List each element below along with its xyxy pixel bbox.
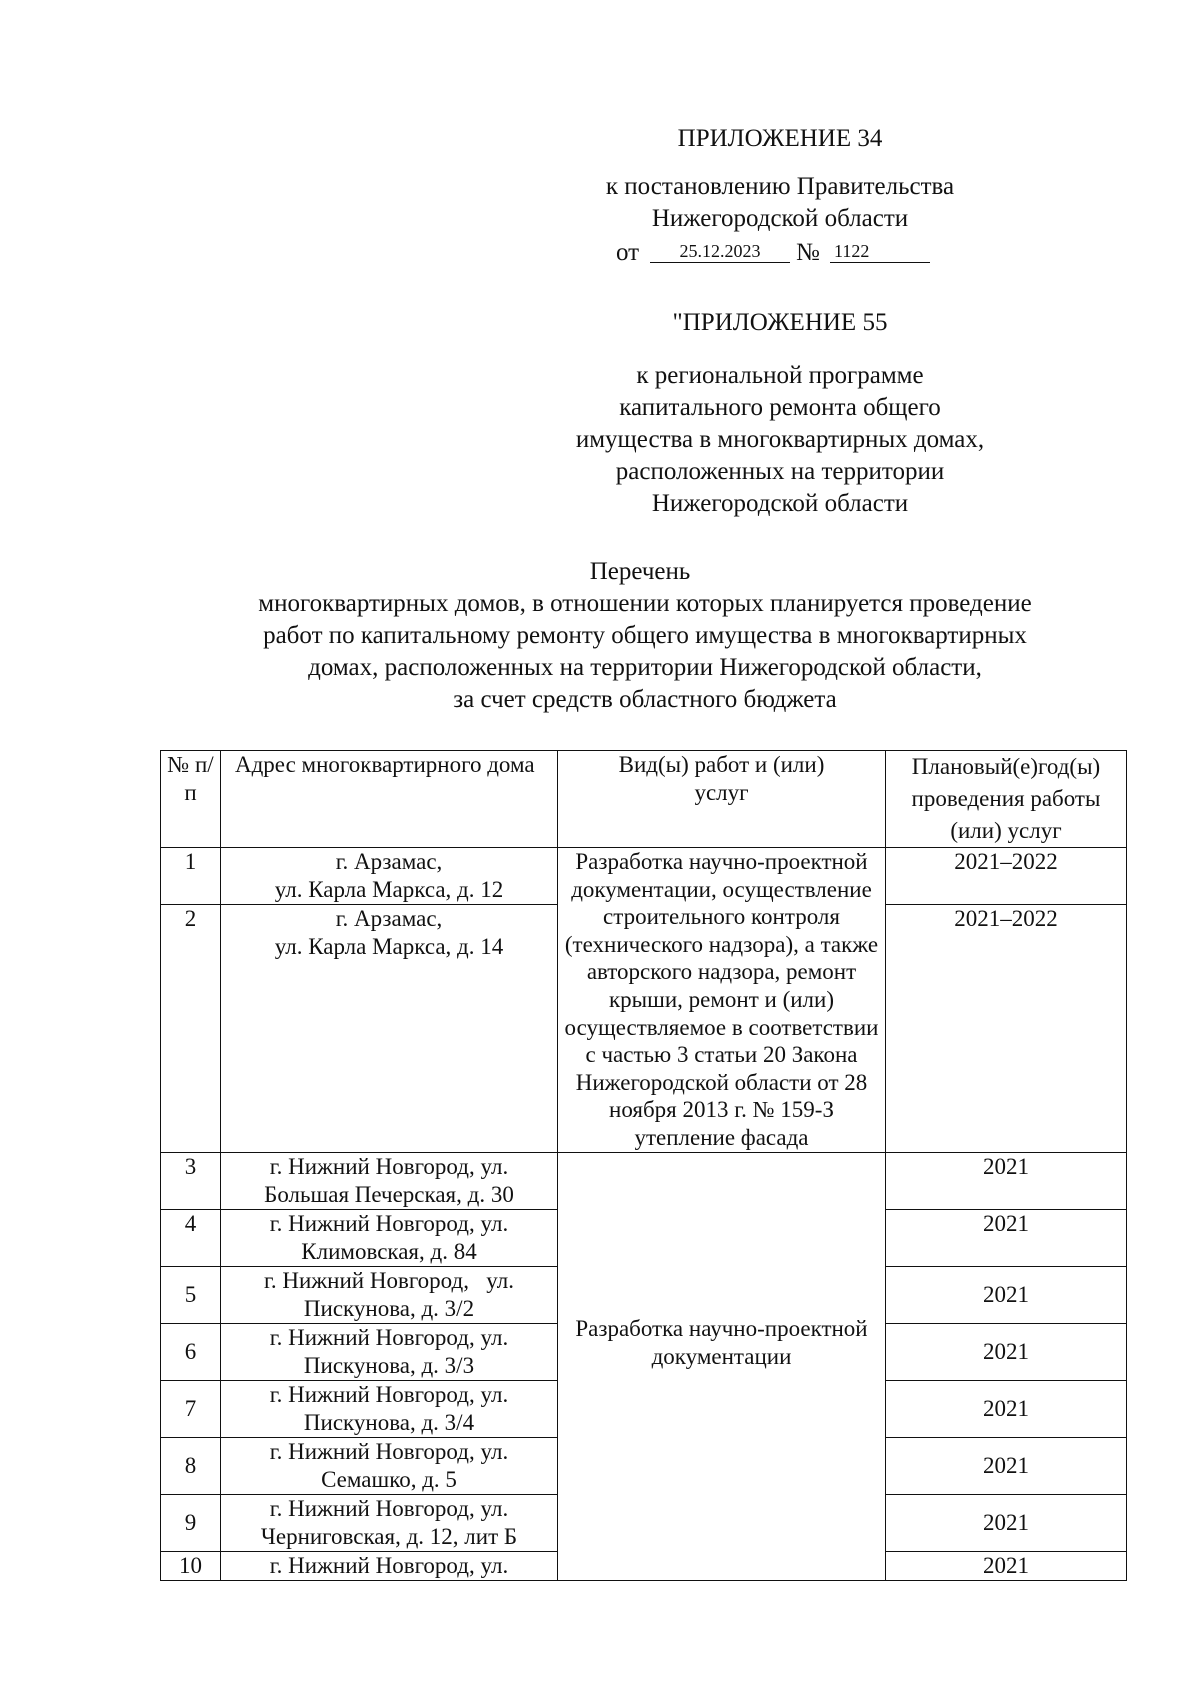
row-address: [221, 905, 558, 1153]
row-address: [221, 1438, 558, 1495]
resolution-number: 1122: [834, 241, 870, 261]
list-line-1: многоквартирных домов, в отношении которых планируется проведение: [258, 590, 1032, 617]
row-year: 2021: [886, 1210, 1127, 1267]
row-year: 2021: [886, 1153, 1127, 1210]
address-line: г. Нижний Новгород, ул.: [269, 1325, 509, 1350]
program-line-3: имущества в многоквартирных домах,: [575, 426, 985, 453]
table-header-row: [161, 751, 1127, 848]
address-line: г. Арзамас,: [335, 849, 443, 874]
address-line: г. Нижний Новгород, ул.: [269, 1211, 509, 1236]
row-address: [221, 1495, 558, 1552]
address-line: г. Нижний Новгород, ул.: [269, 1553, 509, 1578]
row-num: 7: [161, 1381, 221, 1438]
row-num: 5: [161, 1267, 221, 1324]
row-year: [886, 1552, 1127, 1581]
address-line: ул. Карла Маркса, д. 12: [274, 877, 504, 902]
address-line: г. Нижний Новгород, ул.: [269, 1496, 509, 1521]
houses-table: [160, 750, 1127, 1581]
row-num: 3: [161, 1153, 221, 1210]
row-year: 2021: [886, 1324, 1127, 1381]
row-year: 2021: [886, 1495, 1127, 1552]
row-year: 2021: [886, 1267, 1127, 1324]
works-cell: Разработка научно-проектной документации: [558, 1153, 886, 1581]
number-label: №: [796, 239, 820, 266]
row-year: 2021: [886, 1438, 1127, 1495]
row-num: [161, 1552, 221, 1581]
list-line-4: за счет средств областного бюджета: [453, 686, 837, 713]
row-year: 2021–2022: [886, 848, 1127, 905]
list-title: Перечень: [589, 558, 691, 585]
resolution-line-2: Нижегородской области: [651, 205, 909, 232]
from-label: от: [616, 239, 640, 266]
list-line-3: домах, расположенных на территории Нижегородской области,: [308, 654, 982, 681]
program-line-4: расположенных на территории: [615, 458, 945, 485]
row-num: 6: [161, 1324, 221, 1381]
resolution-line-1: к постановлению Правительства: [605, 173, 955, 200]
program-line-5: Нижегородской области: [651, 490, 909, 517]
table-row: [161, 1153, 1127, 1210]
program-line-1: к региональной программе: [636, 362, 924, 389]
row-address: [221, 1552, 558, 1581]
address-line: Семашко, д. 5: [321, 1467, 457, 1492]
row-year-text: 2021: [983, 1553, 1029, 1578]
row-address: [221, 1210, 558, 1267]
address-line: Большая Печерская, д. 30: [264, 1182, 514, 1207]
address-line: Пискунова, д. 3/4: [303, 1410, 475, 1435]
row-year: 2021: [886, 1381, 1127, 1438]
address-line: Пискунова, д. 3/2: [303, 1296, 475, 1321]
row-num: 8: [161, 1438, 221, 1495]
row-address: [221, 1267, 558, 1324]
row-address: [221, 1381, 558, 1438]
address-line: г. Нижний Новгород, ул.: [269, 1439, 509, 1464]
table-row: [161, 848, 1127, 905]
header-years: Плановый(е)год(ы) проведения работы (или) услуг: [886, 751, 1127, 848]
appendix-title: ПРИЛОЖЕНИЕ 34: [677, 125, 883, 152]
row-year: 2021–2022: [886, 905, 1127, 1153]
address-line: г. Нижний Новгород, ул.: [269, 1382, 509, 1407]
address-line: Пискунова, д. 3/3: [303, 1353, 475, 1378]
row-num-text: 10: [179, 1553, 202, 1578]
program-line-2: капитального ремонта общего: [619, 394, 941, 421]
header-works: Вид(ы) работ и (или) услуг: [558, 751, 886, 848]
address-line: г. Нижний Новгород, ул.: [269, 1154, 509, 1179]
number-underline: [830, 262, 930, 263]
list-line-2: работ по капитальному ремонту общего имущества в многоквартирных: [263, 622, 1027, 649]
row-address: [221, 1153, 558, 1210]
row-num: 1: [161, 848, 221, 905]
row-address: [221, 1324, 558, 1381]
row-num: 2: [161, 905, 221, 1153]
row-num: 4: [161, 1210, 221, 1267]
resolution-date: 25.12.2023: [679, 241, 761, 261]
row-num: 9: [161, 1495, 221, 1552]
works-cell: Разработка научно-проектной документации, осуществление строительного контроля (технического надзора), а также авторского надзора, ремонт крыши, ремонт и (или) осуществляемое в соответствии с частью 3 статьи 20 Закона Нижегородской области от 28 ноября 2013 г. № 159-З утепление фасада: [558, 848, 886, 1153]
row-address: [221, 848, 558, 905]
address-line: г. Арзамас,: [335, 906, 443, 931]
address-line: Черниговская, д. 12, лит Б: [260, 1524, 518, 1549]
address-line: Климовская, д. 84: [301, 1239, 477, 1264]
header-num: № п/п: [161, 751, 221, 848]
address-line: ул. Карла Маркса, д. 14: [274, 934, 504, 959]
appendix2-title: "ПРИЛОЖЕНИЕ 55: [672, 309, 888, 336]
date-underline: [650, 262, 790, 263]
header-address: Адрес многоквартирного дома: [221, 751, 558, 848]
address-line: г. Нижний Новгород, ул.: [264, 1268, 514, 1293]
